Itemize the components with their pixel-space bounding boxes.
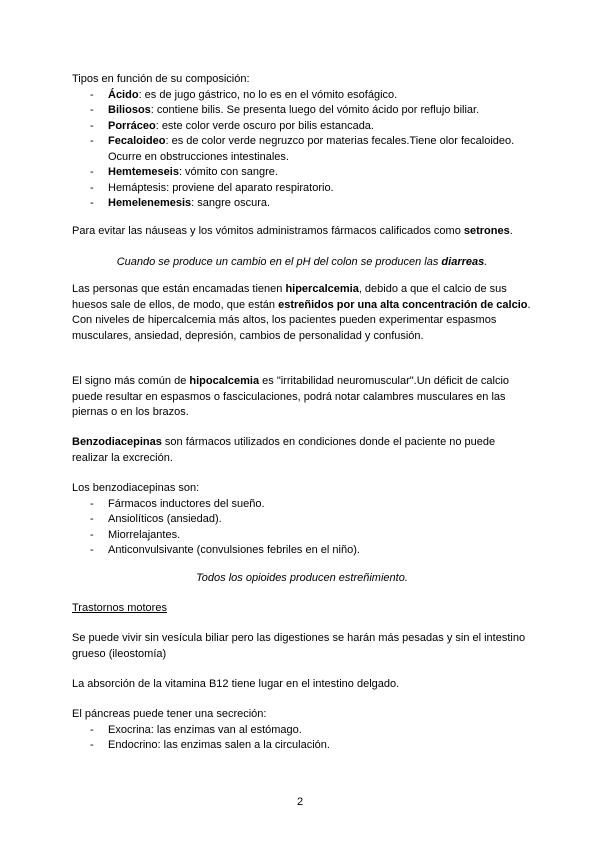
pancreas-list bbox=[72, 723, 532, 754]
list-item: - Porráceo: este color verde oscuro por bilis estancada. bbox=[90, 119, 374, 132]
heading-trastornos-motores: Trastornos motores bbox=[72, 602, 167, 614]
page-number: 2 bbox=[296, 796, 304, 808]
list-item: - Ácido: es de jugo gástrico, no lo es en el vómito esofágico. bbox=[90, 88, 398, 101]
benzo-list-heading: Los benzodiacepinas son: bbox=[72, 482, 200, 494]
list-item: - Exocrina: las enzimas van al estómago. bbox=[90, 723, 302, 736]
composition-list bbox=[72, 88, 532, 212]
list-item: - Hemtemeseis: vómito con sangre. bbox=[90, 166, 278, 178]
paragraph-b12: La absorción de la vitamina B12 tiene lugar en el intestino delgado. bbox=[72, 678, 400, 690]
paragraph-vesicula: Se puede vivir sin vesícula biliar pero las digestiones se harán más pesadas y sin el intestino grueso (ileostomía) bbox=[72, 632, 526, 660]
note-diarreas: Cuando se produce un cambio en el pH del colon se producen las diarreas. bbox=[116, 256, 488, 268]
list-item: - Endocrino: las enzimas salen a la circulación. bbox=[90, 739, 330, 751]
list-item: - Hemelenemesis: sangre oscura. bbox=[90, 197, 271, 209]
benzo-list bbox=[72, 497, 532, 559]
list-item: - Ansiolíticos (ansiedad). bbox=[90, 513, 222, 525]
list-item: - Anticonvulsivante (convulsiones febriles en el niño). bbox=[90, 544, 360, 556]
list-item: - Fármacos inductores del sueño. bbox=[90, 497, 265, 510]
note-opioides: Todos los opioides producen estreñimiento. bbox=[196, 572, 408, 584]
list-item: - Fecaloideo: es de color verde negruzco por materias fecales.Tiene olor fecaloideo. Ocurre en obstrucciones intestinales. bbox=[90, 135, 515, 163]
paragraph-hipercalcemia: Las personas que están encamadas tienen hipercalcemia, debido a que el calcio de sus huesos sale de ellos, de modo, que están estreñidos por una alta concentración de calcio. Con niveles de hipercalcemia más altos, los pacientes pueden experimentar espasmos musculares, ansiedad, depresión, cambios de personalidad y confusión. bbox=[72, 283, 531, 342]
pancreas-heading: El páncreas puede tener una secreción: bbox=[72, 708, 267, 720]
section-heading-composition: Tipos en función de su composición: bbox=[72, 73, 250, 85]
list-item: - Hemáptesis: proviene del aparato respiratorio. bbox=[90, 181, 334, 194]
list-item: - Miorrelajantes. bbox=[90, 528, 181, 541]
paragraph-benzodiacepinas: Benzodiacepinas son fármacos utilizados en condiciones donde el paciente no puede realizar la excreción. bbox=[72, 436, 496, 464]
paragraph-setrones: Para evitar las náuseas y los vómitos administramos fármacos calificados como setrones. bbox=[72, 225, 513, 237]
paragraph-hipocalcemia: El signo más común de hipocalcemia es "irritabilidad neuromuscular".Un déficit de calcio puede resultar en espasmos o fasciculaciones, podrá notar calambres musculares en las piernas o en los brazos. bbox=[72, 375, 510, 418]
list-item: - Biliosos: contiene bilis. Se presenta luego del vómito ácido por reflujo biliar. bbox=[90, 104, 480, 116]
